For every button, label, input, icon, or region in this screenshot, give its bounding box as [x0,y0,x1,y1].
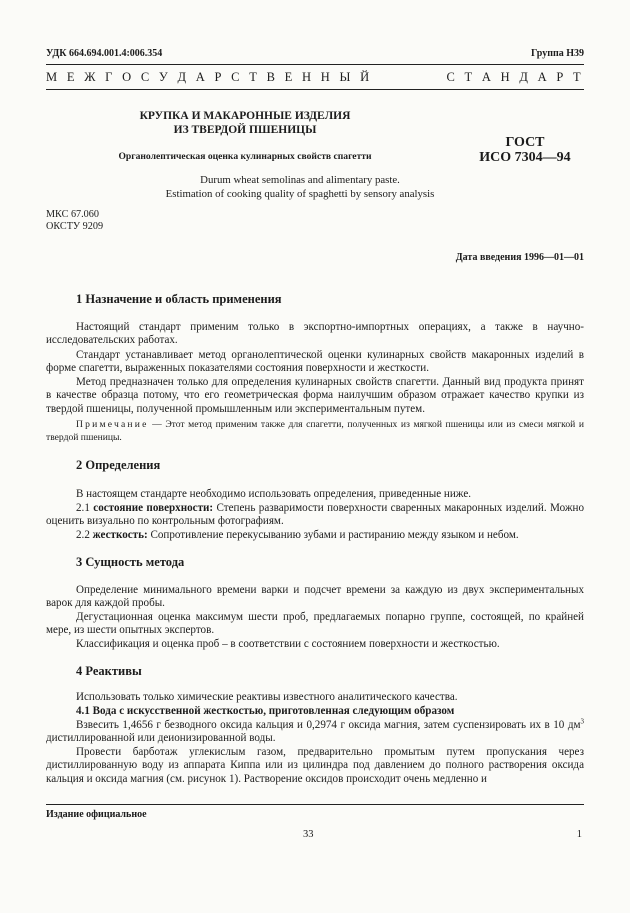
title-line-1: КРУПКА И МАКАРОННЫЕ ИЗДЕЛИЯ [139,110,351,122]
note-text: — Этот метод применим также для спагетти, полученных из мягкой пшеницы или из смеси мягкой и твердой пшеницы. [46,419,584,443]
section-4-para-2-text-a: Взвесить 1,4656 г безводного оксида кальция и 0,2974 г оксида магния, затем суспензировать их в 10 дм [76,719,581,731]
section-1-para-3 [46,376,584,416]
title-line-2: ИЗ ТВЕРДОЙ ПШЕНИЦЫ [173,124,317,136]
effective-date: Дата введения 1996—01—01 [455,252,584,263]
definition-2-2 [46,529,584,542]
banner-interstate: М Е Ж Г О С У Д А Р С Т В Е Н Н Ы Й [46,70,373,84]
section-4-para-1-text: Использовать только химические реактивы известного аналитического качества. [76,691,458,703]
section-2-intro [46,488,584,501]
english-title-1: Durum wheat semolinas and alimentary paste. [200,174,400,186]
section-4-heading: 4 Реактивы [76,664,142,678]
section-3-para-1 [46,584,584,611]
section-1-heading: 1 Назначение и область применения [76,292,282,306]
definition-2-2-text: Сопротивление перекусыванию зубами и растиранию между языком и небом. [147,529,519,541]
section-3-para-2-text: Дегустационная оценка максимум шести проб, предлагаемых попарно группе, состоящей, по крайней мере, из шести опытных экспертов. [46,611,584,637]
section-4-para-3-text: Провести барботаж углекислым газом, предварительно промытым путем пропускания через дистиллированную воду из аппарата Киппа или из цилиндра под давлением до полного растворения оксида кальция и оксида магния (см. рисунок 1). Растворение оксидов происходит очень медленно и [46,746,584,785]
section-1-para-2-text: Стандарт устанавливает метод органолептической оценки кулинарных свойств макаронных изделий в форме спагетти, выраженных показателями состояния поверхности и жесткости. [46,349,584,375]
section-3-heading: 3 Сущность метода [76,555,185,569]
title-subtitle: Органолептическая оценка кулинарных свойств спагетти [118,151,372,162]
section-4-para-2 [46,719,584,746]
definition-2-1-number: 2.1 [76,502,94,514]
section-1-para-1 [46,321,584,348]
section-1-para-1-text: Настоящий стандарт применим только в экспортно-импортных операциях, а также в научно-исследовательских работах. [46,321,584,347]
header-rule-bottom [46,89,584,90]
official-edition: Издание официальное [46,809,147,820]
page-number: 33 [303,829,314,840]
subsection-4-1-text: 4.1 Вода с искусственной жесткостью, приготовленная следующим образом [76,705,455,717]
section-3-para-2 [46,611,584,638]
definition-2-2-term: жесткость: [92,529,148,541]
section-3-para-1-text: Определение минимального времени варки и подсчет времени за каждую из двух экспериментальных варок для каждой пробы. [46,584,584,610]
gost-number: ИСО 7304—94 [479,150,571,165]
definition-2-1-term: состояние поверхности: [93,502,214,514]
header-rule-top [46,64,584,65]
definition-2-1-text: Степень разваримости поверхности сваренных макаронных изделий. Можно оценить визуально по контрольным фотографиям. [46,502,585,528]
section-1-note [46,419,584,444]
english-title-2: Estimation of cooking quality of spaghetti by sensory analysis [165,188,435,200]
footer-rule [46,804,584,805]
section-2-intro-text: В настоящем стандарте необходимо использовать определения, приведенные ниже. [76,488,472,500]
definition-2-1 [46,502,584,529]
definition-2-2-number: 2.2 [76,529,93,541]
sheet-number: 1 [576,829,582,840]
banner-standard: С Т А Н Д А Р Т [446,70,584,84]
section-4-para-1 [46,691,584,704]
section-3-para-3-text: Классификация и оценка проб – в соответствии с состоянием поверхности и жесткостью. [76,638,500,650]
udk-code: УДК 664.694.001.4:006.354 [46,48,163,59]
group-code: Группа Н39 [531,48,584,59]
section-1-para-3-text: Метод предназначен только для определения кулинарных свойств спагетти. Данный вид продукта принят в качестве образца потому, что его геометрическая форма наилучшим образом отражает качество крупки из твердой пшеницы, полученной промышленным или экспериментальным путем. [46,376,584,415]
section-4-para-3 [46,746,584,786]
note-label: Примечание [76,419,149,430]
mks-code: МКС 67.060 [46,209,99,220]
subsection-4-1-heading [46,705,584,718]
section-2-heading: 2 Определения [76,458,161,472]
gost-label: ГОСТ [505,135,545,150]
section-3-para-3 [46,638,584,651]
okstu-code: ОКСТУ 9209 [46,221,104,232]
section-4-para-2-text-b: дистиллированной или деионизированной воды. [46,732,276,745]
section-1-para-2 [46,349,584,376]
section-4-para-2-superscript: 3 [580,717,584,726]
